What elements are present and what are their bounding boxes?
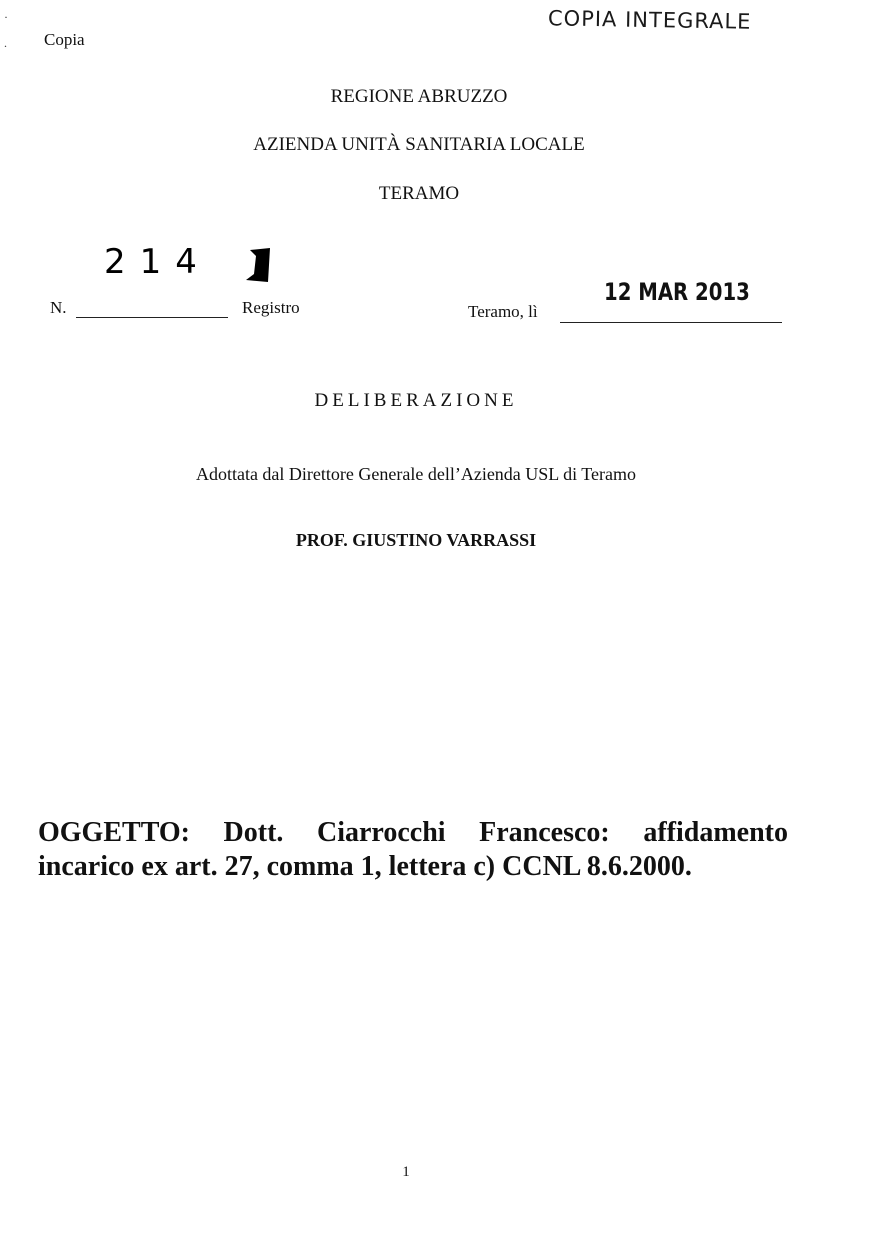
scan-speck: · — [4, 10, 8, 24]
subject-word: Dott. — [223, 817, 284, 848]
agency-heading: AZIENDA UNITÀ SANITARIA LOCALE — [253, 134, 585, 155]
subject-word: OGGETTO: — [38, 817, 190, 848]
registry-label: Registro — [242, 298, 300, 317]
subject-word: Ciarrocchi — [317, 817, 446, 848]
registry-number-stamp: 214 — [104, 242, 211, 282]
stamp-mark-icon — [244, 248, 272, 282]
city-heading: TERAMO — [378, 183, 460, 204]
scan-speck: . — [4, 36, 7, 50]
subject-line-1 — [38, 816, 788, 850]
subject-block — [38, 816, 788, 884]
subject-line-2: incarico ex art. 27, comma 1, lettera c) CCNL 8.6.2000. — [38, 851, 692, 882]
director-name: PROF. GIUSTINO VARRASSI — [295, 530, 537, 550]
number-underline — [76, 317, 228, 318]
place-date-label: Teramo, lì — [468, 302, 538, 321]
subject-word: affidamento — [643, 817, 788, 848]
date-stamp: 12 MAR 2013 — [604, 278, 750, 306]
handwritten-note: COPIA INTEGRALE — [547, 6, 752, 34]
document-type: DELIBERAZIONE — [314, 390, 518, 411]
date-underline — [560, 322, 782, 323]
adopted-by-line: Adottata dal Direttore Generale dell’Azienda USL di Teramo — [195, 464, 637, 484]
copy-label: Copia — [44, 30, 85, 49]
number-label: N. — [50, 298, 67, 317]
region-heading: REGIONE ABRUZZO — [330, 86, 508, 107]
page-number: 1 — [402, 1164, 410, 1180]
subject-word: Francesco: — [479, 817, 610, 848]
